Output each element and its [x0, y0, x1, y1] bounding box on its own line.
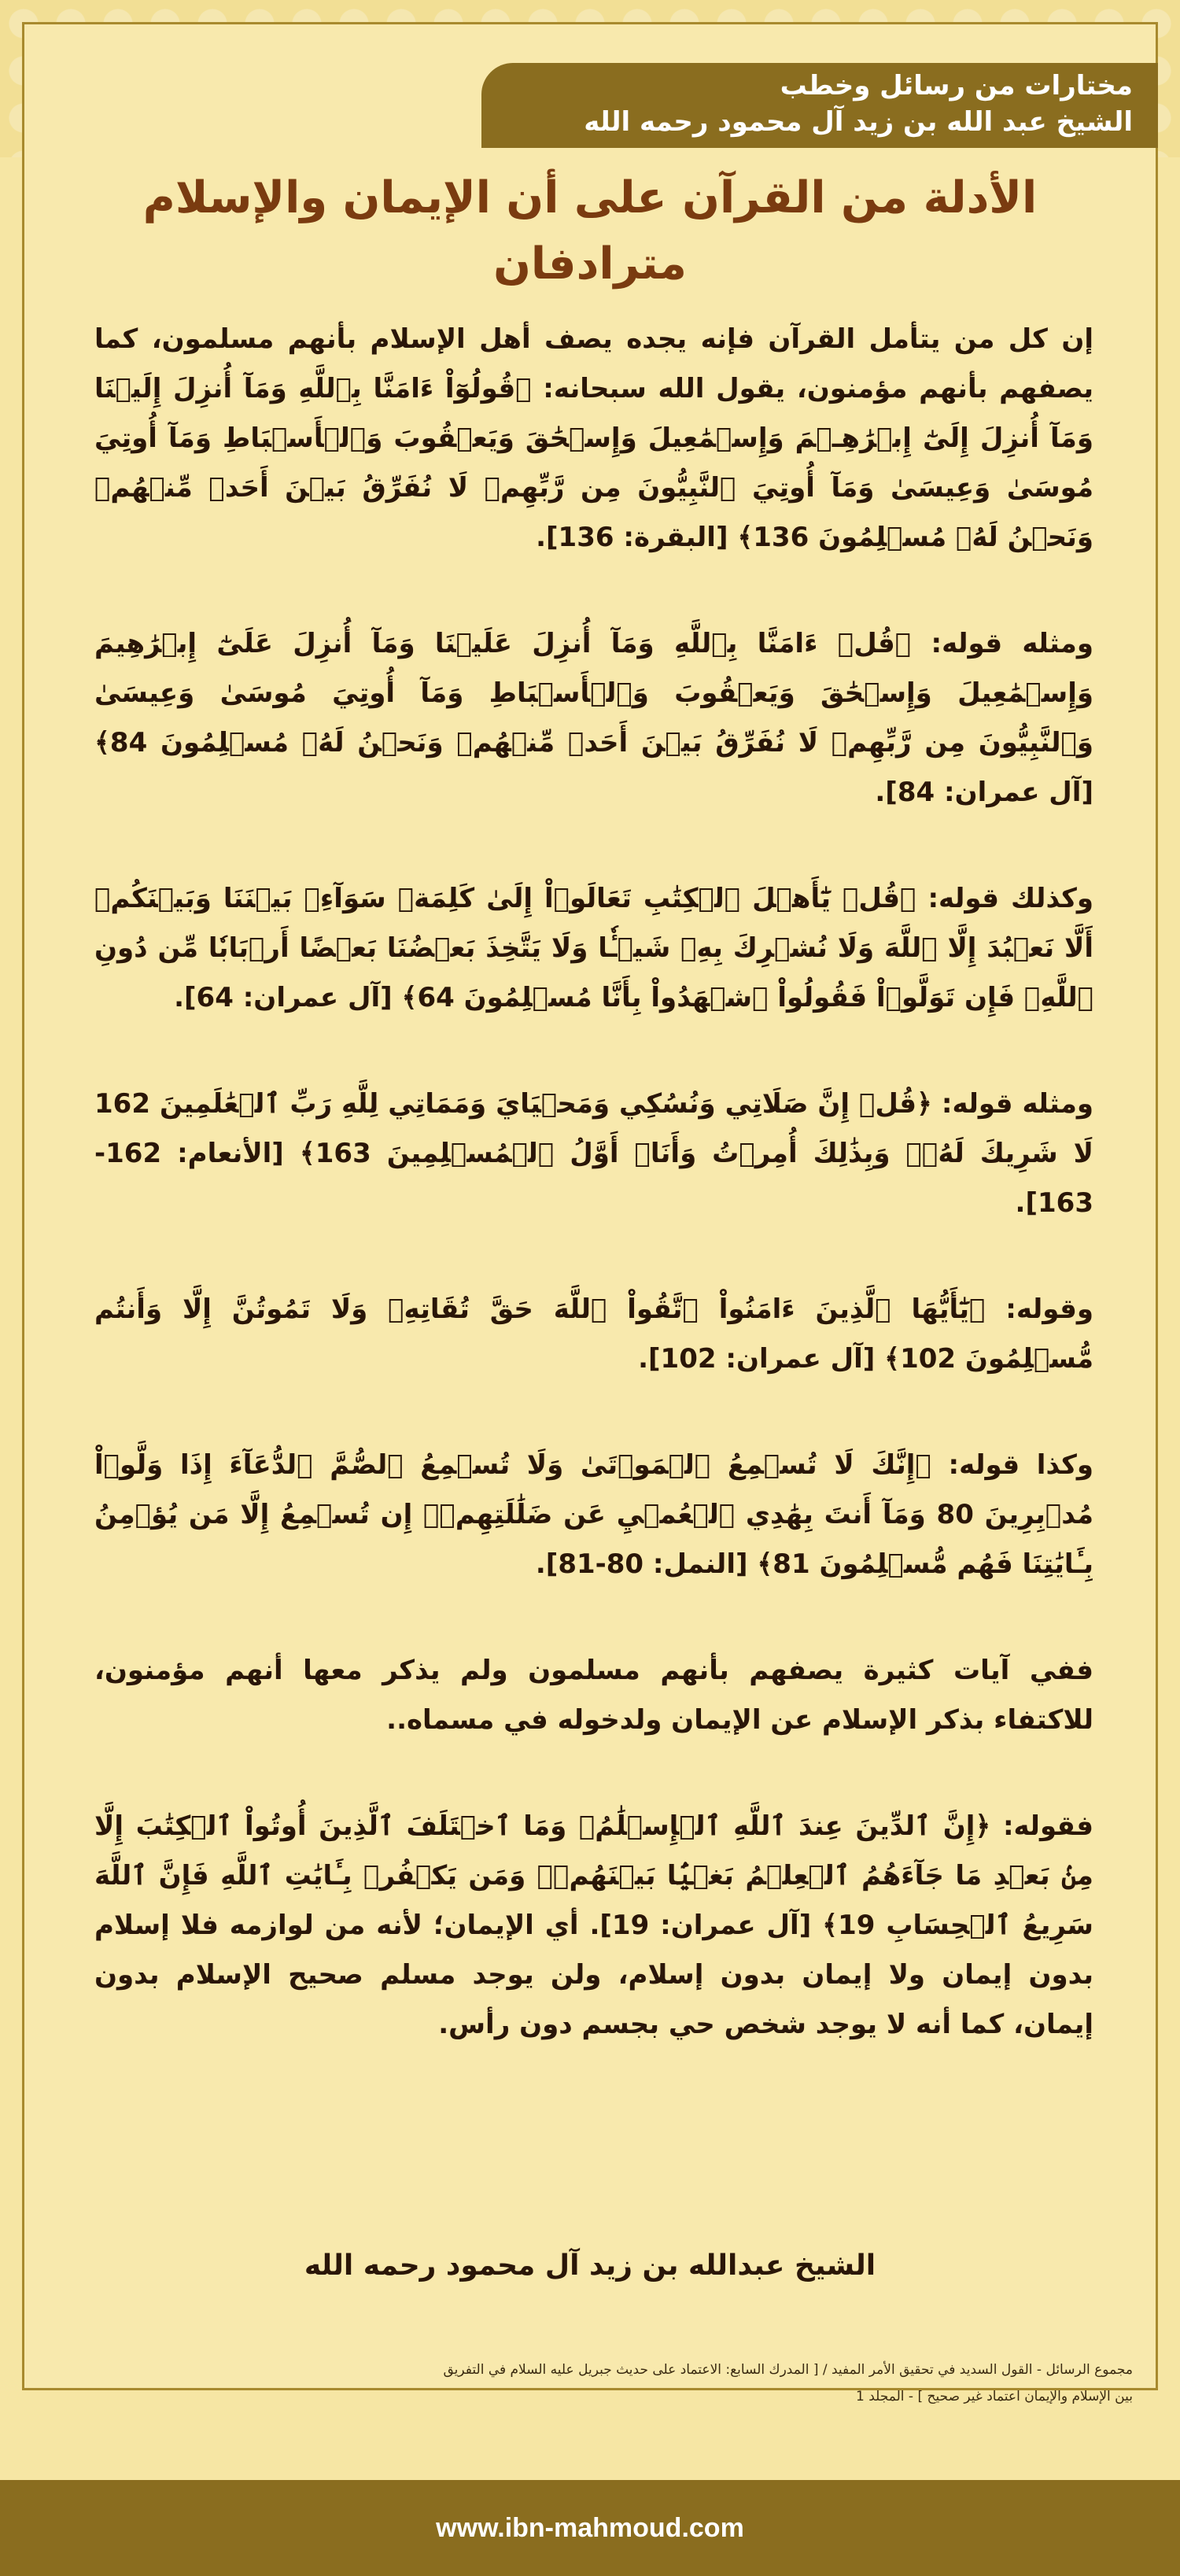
paragraph: إن كل من يتأمل القرآن فإنه يجده يصف أهل الإسلام بأنهم مسلمون، كما يصفهم بأنهم مؤمنون، يقول الله سبحانه: ﴿قُولُوٓاْ ءَامَنَّا بِٱللَّهِ وَمَآ أُنزِلَ إِلَيۡنَا وَمَآ أُنزِلَ إِلَىٰٓ إِبۡرَٰهِـۧمَ وَإِسۡمَٰعِيلَ وَإِسۡحَٰقَ وَيَعۡقُوبَ وَٱلۡأَسۡبَاطِ وَمَآ أُوتِيَ مُوسَىٰ وَعِيسَىٰ وَمَآ أُوتِيَ ٱلنَّبِيُّونَ مِن رَّبِّهِمۡ لَا نُفَرِّقُ بَيۡنَ أَحَدٖ مِّنۡهُمۡ وَنَحۡنُ لَهُۥ مُسۡلِمُونَ 136﴾ [البقرة: 136]. [94, 323, 1093, 553]
paragraph: ومثله قوله: ﴿قُلۡ ءَامَنَّا بِٱللَّهِ وَمَآ أُنزِلَ عَلَيۡنَا وَمَآ أُنزِلَ عَلَىٰٓ إِبۡرَٰهِيمَ وَإِسۡمَٰعِيلَ وَإِسۡحَٰقَ وَيَعۡقُوبَ وَٱلۡأَسۡبَاطِ وَمَآ أُوتِيَ مُوسَىٰ وَعِيسَىٰ وَٱلنَّبِيُّونَ مِن رَّبِّهِمۡ لَا نُفَرِّقُ بَيۡنَ أَحَدٖ مِّنۡهُمۡ وَنَحۡنُ لَهُۥ مُسۡلِمُونَ 84﴾ [آل عمران: 84]. [94, 628, 1093, 808]
footnote-line-1: مجموع الرسائل - القول السديد في تحقيق الأمر المفيد / [ المدرك السابع: الاعتماد على حديث جبريل عليه السلام في التفريق [443, 2362, 1133, 2378]
paragraph: ففي آيات كثيرة يصفهم بأنهم مسلمون ولم يذكر معها أنهم مؤمنون، للاكتفاء بذكر الإسلام عن الإيمان ولدخوله في مسماه.. [94, 1655, 1093, 1736]
paragraph: وكذلك قوله: ﴿قُلۡ يَٰٓأَهۡلَ ٱلۡكِتَٰبِ تَعَالَوۡاْ إِلَىٰ كَلِمَةٖ سَوَآءِۭ بَيۡنَنَا وَبَيۡنَكُمۡ أَلَّا نَعۡبُدَ إِلَّا ٱللَّهَ وَلَا نُشۡرِكَ بِهِۦ شَيۡـٔٗا وَلَا يَتَّخِذَ بَعۡضُنَا بَعۡضًا أَرۡبَابٗا مِّن دُونِ ٱللَّهِۚ فَإِن تَوَلَّوۡاْ فَقُولُواْ ٱشۡهَدُواْ بِأَنَّا مُسۡلِمُونَ 64﴾ [آل عمران: 64]. [94, 883, 1093, 1013]
paragraph: وكذا قوله: ﴿إِنَّكَ لَا تُسۡمِعُ ٱلۡمَوۡتَىٰ وَلَا تُسۡمِعُ ٱلصُّمَّ ٱلدُّعَآءَ إِذَا وَلَّوۡاْ مُدۡبِرِينَ 80 وَمَآ أَنتَ بِهَٰدِي ٱلۡعُمۡيِ عَن ضَلَٰلَتِهِمۡۖ إِن تُسۡمِعُ إِلَّا مَن يُؤۡمِنُ بِـَٔايَٰتِنَا فَهُم مُّسۡلِمُونَ 81﴾ [النمل: 80-81]. [94, 1449, 1093, 1580]
page-title [63, 165, 1117, 297]
header-series-title: مختارات من رسائل وخطب [780, 70, 1133, 101]
website-link[interactable]: www.ibn-mahmoud.com [436, 2513, 744, 2543]
author-signature: الشيخ عبدالله بن زيد آل محمود رحمه الله [304, 2249, 876, 2282]
header-author: الشيخ عبد الله بن زيد آل محمود رحمه الله [584, 106, 1133, 138]
header-banner [481, 63, 1158, 148]
source-footnote [47, 2356, 1133, 2410]
title-line-2: مترادفان [493, 238, 687, 290]
paragraph: فقوله: ﴿إِنَّ ٱلدِّينَ عِندَ ٱللَّهِ ٱلۡإِسۡلَٰمُۗ وَمَا ٱخۡتَلَفَ ٱلَّذِينَ أُوتُواْ ٱلۡكِتَٰبَ إِلَّا مِنۢ بَعۡدِ مَا جَآءَهُمُ ٱلۡعِلۡمُ بَغۡيَۢا بَيۡنَهُمۡۗ وَمَن يَكۡفُرۡ بِـَٔايَٰتِ ٱللَّهِ فَإِنَّ ٱللَّهَ سَرِيعُ ٱلۡحِسَابِ 19﴾ [آل عمران: 19]. أي الإيمان؛ لأنه من لوازمه فلا إسلام بدون إيمان ولا إيمان بدون إسلام، ولن يوجد مسلم صحيح الإسلام بدون إيمان، كما أنه لا يوجد شخص حي بجسم دون رأس. [94, 1810, 1093, 2040]
article-body [94, 315, 1093, 2050]
footer-bar [0, 2480, 1180, 2576]
title-line-1: الأدلة من القرآن على أن الإيمان والإسلام [142, 172, 1038, 223]
paragraph: ومثله قوله: ﴿قُلۡ إِنَّ صَلَاتِي وَنُسُكِي وَمَحۡيَايَ وَمَمَاتِي لِلَّهِ رَبِّ ٱلۡعَٰلَمِينَ 162 لَا شَرِيكَ لَهُۥۖ وَبِذَٰلِكَ أُمِرۡتُ وَأَنَا۠ أَوَّلُ ٱلۡمُسۡلِمِينَ 163﴾ [الأنعام: 162-163]. [94, 1088, 1093, 1219]
paragraph: وقوله: ﴿يَٰٓأَيُّهَا ٱلَّذِينَ ءَامَنُواْ ٱتَّقُواْ ٱللَّهَ حَقَّ تُقَاتِهِۦ وَلَا تَمُوتُنَّ إِلَّا وَأَنتُم مُّسۡلِمُونَ 102﴾ [آل عمران: 102]. [94, 1294, 1093, 1375]
footnote-line-2: بين الإسلام والإيمان اعتماد غير صحيح ] - المجلد 1 [856, 2389, 1133, 2404]
